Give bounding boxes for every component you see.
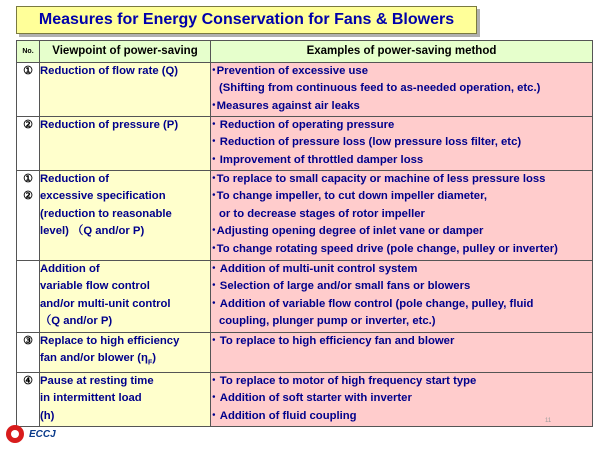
table-row bbox=[17, 261, 593, 333]
header-examples: Examples of power-saving method bbox=[211, 41, 593, 63]
viewpoint-line: excessive specification bbox=[40, 190, 166, 203]
viewpoint-line: (h) bbox=[40, 409, 55, 422]
table-row bbox=[17, 171, 593, 261]
viewpoint-cell bbox=[40, 373, 211, 427]
row-number-2: ② bbox=[23, 190, 33, 203]
example-line: ･ Improvement of throttled damper loss bbox=[211, 153, 424, 166]
example-line: ･To replace to small capacity or machine of less pressure loss bbox=[211, 173, 546, 185]
title-banner bbox=[16, 6, 477, 34]
table-row bbox=[17, 117, 593, 171]
viewpoint-line: Reduction of bbox=[40, 173, 110, 185]
example-line: coupling, plunger pump or inverter, etc.) bbox=[219, 315, 436, 328]
row-number-1: ① bbox=[23, 173, 33, 185]
viewpoint-line bbox=[40, 350, 210, 372]
viewpoint-line: Replace to high efficiency bbox=[40, 335, 180, 347]
eta-subscript: F bbox=[147, 359, 153, 367]
row-number: ① bbox=[17, 63, 40, 117]
example-line: ･ Addition of soft starter with inverter bbox=[211, 392, 412, 405]
table-row bbox=[17, 63, 593, 117]
viewpoint-line: Reduction of pressure (P) bbox=[40, 119, 179, 131]
viewpoint-line-text: fan and/or blower (η bbox=[40, 352, 148, 365]
viewpoint-line: and/or multi-unit control bbox=[40, 297, 171, 310]
examples-cell bbox=[211, 171, 593, 261]
viewpoint-line-end: ) bbox=[152, 352, 156, 365]
example-line: ･ Addition of variable flow control (pole change, pulley, fluid bbox=[211, 297, 534, 310]
example-line: ･ Selection of large and/or small fans or blowers bbox=[211, 280, 471, 293]
example-line: ･ Addition of fluid coupling bbox=[211, 409, 357, 422]
examples-cell bbox=[211, 63, 593, 117]
viewpoint-line: (reduction to reasonable bbox=[40, 207, 172, 220]
row-number bbox=[17, 261, 40, 333]
row-number bbox=[17, 171, 40, 261]
header-no: No. bbox=[17, 41, 40, 63]
viewpoint-cell bbox=[40, 117, 211, 171]
row-number: ③ bbox=[17, 333, 40, 373]
viewpoint-line: variable flow control bbox=[40, 280, 150, 293]
table-header-row bbox=[17, 41, 593, 63]
viewpoint-line: Reduction of flow rate (Q) bbox=[40, 65, 179, 77]
example-line: (Shifting from continuous feed to as-needed operation, etc.) bbox=[219, 82, 541, 95]
viewpoint-line: in intermittent load bbox=[40, 392, 142, 405]
examples-cell bbox=[211, 117, 593, 171]
example-line: ･ To replace to motor of high frequency start type bbox=[211, 375, 477, 388]
example-line: ･To change impeller, to cut down impeller diameter, bbox=[211, 190, 487, 203]
eccj-logo-text: ECCJ bbox=[29, 428, 56, 440]
table-row bbox=[17, 373, 593, 427]
viewpoint-line: level) （Q and/or P) bbox=[40, 225, 145, 238]
example-line: ･Adjusting opening degree of inlet vane or damper bbox=[211, 225, 484, 238]
viewpoint-cell bbox=[40, 333, 211, 373]
eccj-logo-icon bbox=[6, 425, 24, 443]
examples-cell bbox=[211, 373, 593, 427]
example-line: ･Measures against air leaks bbox=[211, 99, 360, 112]
row-number: ② bbox=[17, 117, 40, 171]
page-number: 11 bbox=[545, 418, 552, 424]
viewpoint-line: Pause at resting time bbox=[40, 375, 154, 388]
example-line: ･ Reduction of operating pressure bbox=[211, 119, 395, 131]
page-title: Measures for Energy Conservation for Fans & Blowers bbox=[38, 11, 455, 28]
eccj-logo bbox=[6, 425, 56, 443]
header-viewpoint: Viewpoint of power-saving bbox=[40, 41, 211, 63]
examples-cell bbox=[211, 333, 593, 373]
examples-cell bbox=[211, 261, 593, 333]
example-line: ･To change rotating speed drive (pole change, pulley or inverter) bbox=[211, 242, 558, 255]
viewpoint-cell bbox=[40, 63, 211, 117]
viewpoint-line: Addition of bbox=[40, 263, 100, 275]
example-line: ･Prevention of excessive use bbox=[211, 65, 368, 77]
table-row bbox=[17, 333, 593, 373]
viewpoint-line: （Q and/or P) bbox=[40, 315, 113, 328]
example-line: ･ Reduction of pressure loss (low pressure loss filter, etc) bbox=[211, 136, 522, 149]
example-line: ･ To replace to high efficiency fan and blower bbox=[211, 335, 455, 347]
row-number: ④ bbox=[17, 373, 40, 427]
example-line: ･ Addition of multi-unit control system bbox=[211, 263, 418, 275]
viewpoint-cell bbox=[40, 171, 211, 261]
measures-table bbox=[16, 40, 593, 427]
viewpoint-cell bbox=[40, 261, 211, 333]
example-line: or to decrease stages of rotor impeller bbox=[219, 207, 425, 220]
